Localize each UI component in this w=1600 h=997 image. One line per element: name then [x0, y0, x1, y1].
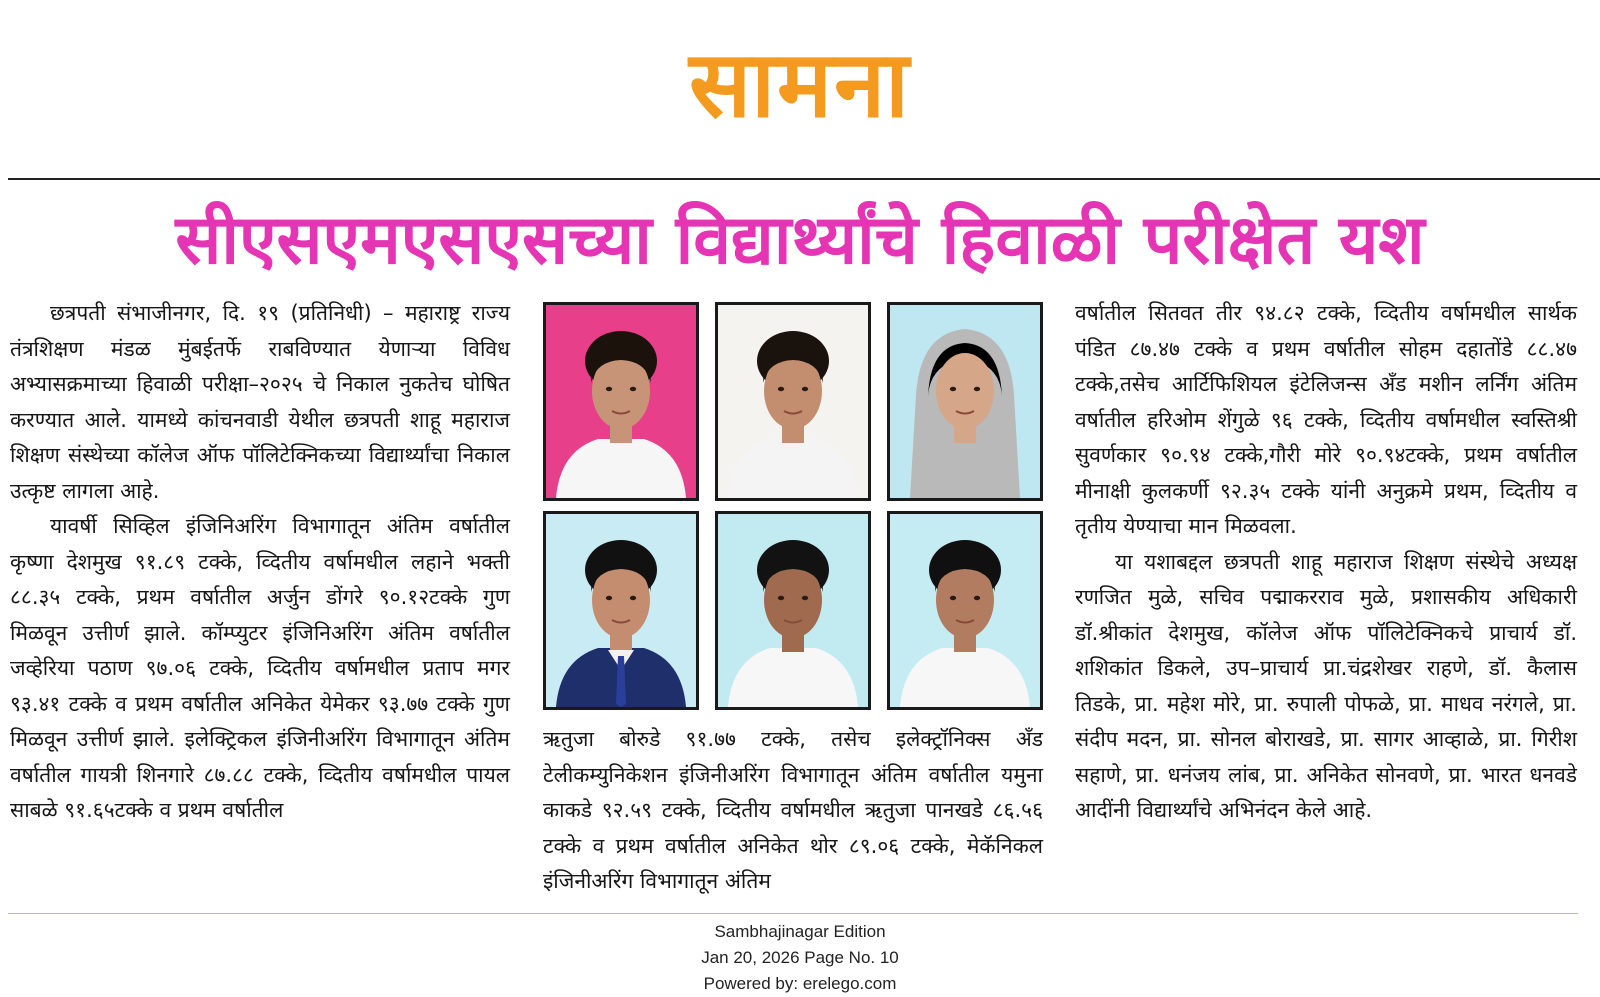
student-photo — [715, 302, 871, 501]
article-column-right — [1075, 296, 1577, 829]
article-paragraph: वर्षातील सितवत तीर ९४.८२ टक्के, व्दितीय वर्षामधील सार्थक पंडित ८७.४७ टक्के व प्रथम वर्षातील सोहम दहातोंडे ८८.४७ टक्के,तसेच आर्टिफिशियल इंटेलिजन्स अँड मशीन लर्निंग अंतिम वर्षातील हरिओम शेंगुळे ९६ टक्के, व्दितीय वर्षामधील स्वस्तिश्री सुवर्णकार ९०.९४ टक्के,गौरी मोरे ९०.९४टक्के, प्रथम वर्षातील मीनाक्षी कुलकर्णी ९२.३५ टक्के यांनी अनुक्रमे प्रथम, व्दितीय व तृतीय येण्याचा मान मिळवला. — [1075, 301, 1577, 538]
article-column-left — [10, 296, 510, 829]
article-paragraph: या यशाबद्दल छत्रपती शाहू महाराज शिक्षण संस्थेचे अध्यक्ष रणजित मुळे, सचिव पद्माकरराव मुळे, प्रशासकीय अधिकारी डॉ.श्रीकांत देशमुख, कॉलेज ऑफ पॉलिटेक्निकचे प्राचार्य डॉ. शशिकांत डिकले, उप–प्राचार्य प्रा.चंद्रशेखर राहणे, डॉ. कैलास तिडके, प्रा. महेश मोरे, प्रा. रुपाली पोफळे, प्रा. माधव नरंगले, प्रा. संदीप मदन, प्रा. सोनल बोराखडे, प्रा. सागर आव्हाळे, प्रा. गिरीश सहाणे, प्रा. धनंजय लांब, प्रा. अनिकेत सोनवणे, प्रा. भारत धनवडे आदींनी विद्यार्थ्यांचे अभिनंदन केले आहे. — [1075, 549, 1577, 822]
student-photos-grid — [543, 302, 1043, 710]
student-photo — [543, 511, 699, 710]
masthead-logo: सामना — [689, 31, 911, 138]
footer-divider — [8, 913, 1578, 914]
student-photo — [887, 511, 1043, 710]
footer-edition: Sambhajinagar Edition — [714, 922, 886, 941]
masthead-divider — [8, 178, 1600, 180]
article-paragraph: यावर्षी सिव्हिल इंजिनिअरिंग विभागातून अंतिम वर्षातील कृष्णा देशमुख ९१.८९ टक्के, व्दितीय वर्षामधील लहाने भक्ती ८८.३५ टक्के, प्रथम वर्षातील अर्जुन डोंगरे ९०.१२टक्के गुण मिळवून उत्तीर्ण झाले. कॉम्प्युटर इंजिनिअरिंग अंतिम वर्षातील जव्हेरिया पठाण ९७.०६ टक्के, व्दितीय वर्षामधील प्रताप मगर ९३.४१ टक्के व प्रथम वर्षातील अनिकेत येमेकर ९३.७७ टक्के गुण मिळवून उत्तीर्ण झाले. इलेक्ट्रिकल इंजिनीअरिंग विभागातून अंतिम वर्षातील गायत्री शिनगारे ८७.८८ टक्के, व्दितीय वर्षामधील पायल साबळे ९१.६५टक्के व प्रथम वर्षातील — [10, 514, 510, 822]
student-photo — [543, 302, 699, 501]
article-column-middle — [543, 722, 1043, 900]
footer-date-page: Jan 20, 2026 Page No. 10 — [701, 948, 899, 967]
student-photo — [715, 511, 871, 710]
article-paragraph: ऋतुजा बोरुडे ९१.७७ टक्के, तसेच इलेक्ट्रॉनिक्स अँड टेलीकम्युनिकेशन इंजिनीअरिंग विभागातून अंतिम वर्षातील यमुना काकडे ९२.५९ टक्के, व्दितीय वर्षामधील ऋतुजा पानखडे ८६.५६ टक्के व प्रथम वर्षातील अनिकेत थोर ८९.०६ टक्के, मेकॅनिकल इंजिनीअरिंग विभागातून अंतिम — [543, 727, 1043, 893]
student-photo — [887, 302, 1043, 501]
article-paragraph: छत्रपती संभाजीनगर, दि. १९ (प्रतिनिधी) – महाराष्ट्र राज्य तंत्रशिक्षण मंडळ मुंबईतर्फे राबविण्यात येणाऱ्या विविध अभ्यासक्रमाच्या हिवाळी परीक्षा–२०२५ चे निकाल नुकतेच घोषित करण्यात आले. यामध्ये कांचनवाडी येथील छत्रपती शाहू महाराज शिक्षण संस्थेच्या कॉलेज ऑफ पॉलिटेक्निकच्या विद्यार्थ्यांचा निकाल उत्कृष्ट लागला आहे. — [10, 301, 510, 503]
article-headline: सीएसएमएसएसच्या विद्यार्थ्यांचे हिवाळी परीक्षेत यश — [175, 201, 1425, 280]
footer-powered-by[interactable]: Powered by: erelego.com — [703, 974, 897, 993]
